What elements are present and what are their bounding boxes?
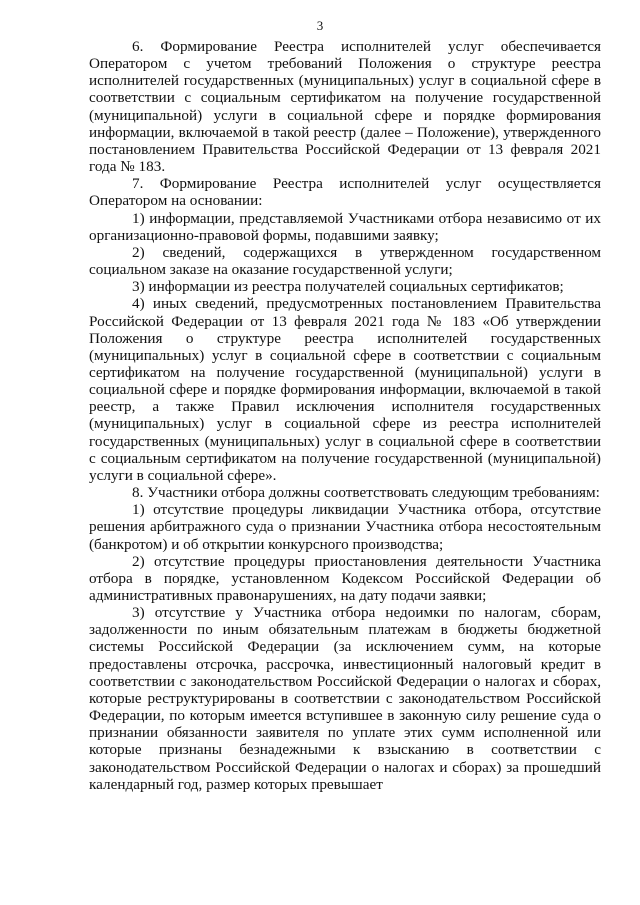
paragraph-7-item-4: 4) иных сведений, предусмотренных постановлением Правительства Российской Федерации от 13 февраля 2021 года № 183 «Об утверждении Положения о структуре реестра исполнителей государственных (муниципальных) услуг в социальной сфере в соответствии с социальным сертификатом на получение государственной (муниципальной) услуги в социальной сфере и порядке формирования информации, включаемой в такой реестр, а также Правил исключения исполнителя государственных (муниципальных) услуг в социальной сфере из реестра исполнителей государственных (муниципальных) услуг в социальной сфере в соответствии с социальным сертификатом на получение государственной (муниципальной) услуги в социальной сфере». (89, 295, 601, 484)
paragraph-7-item-3: 3) информации из реестра получателей социальных сертификатов; (132, 278, 564, 296)
paragraph-8: 8. Участники отбора должны соответствовать следующим требованиям: (132, 484, 600, 502)
paragraph-8-item-3: 3) отсутствие у Участника отбора недоимки по налогам, сборам, задолженности по иным обязательным платежам в бюджеты бюджетной системы Российской Федерации (за исключением сумм, на которые предоставлены отсрочка, рассрочка, инвестиционный налоговый кредит в соответствии с законодательством Российской Федерации о налогах и сборах, которые реструктурированы в соответствии с законодательством Российской Федерации, по которым имеется вступившее в законную силу решение суда о признании обязанности заявителя по уплате этих сумм исполненной или которые признаны безнадежными к взысканию в соответствии с законодательством Российской Федерации о налогах и сборах) за прошедший календарный год, размер которых превышает (89, 604, 601, 793)
paragraph-6: 6. Формирование Реестра исполнителей услуг обеспечивается Оператором с учетом требований Положения о структуре реестра исполнителей государственных (муниципальных) услуг в социальной сфере в соответствии с социальным сертификатом на получение государственной (муниципальной) услуги в социальной сфере и порядке формирования информации, включаемой в такой реестр (далее – Положение), утвержденного постановлением Правительства Российской Федерации от 13 февраля 2021 года № 183. (89, 38, 601, 176)
paragraph-8-item-1: 1) отсутствие процедуры ликвидации Участника отбора, отсутствие решения арбитражного суда о признании Участника отбора несостоятельным (банкротом) и об открытии конкурсного производства; (89, 501, 601, 553)
paragraph-7: 7. Формирование Реестра исполнителей услуг осуществляется Оператором на основании: (89, 175, 601, 210)
page-number: 3 (316, 18, 324, 33)
paragraph-8-item-2: 2) отсутствие процедуры приостановления деятельности Участника отбора в порядке, установленном Кодексом Российской Федерации об административных правонарушениях, на дату подачи заявки; (89, 552, 601, 604)
document-body (89, 38, 601, 793)
paragraph-7-item-1: 1) информации, представляемой Участниками отбора независимо от их организационно-правовой формы, подавшими заявку; (89, 209, 601, 244)
paragraph-7-item-2: 2) сведений, содержащихся в утвержденном государственном социальном заказе на оказание государственной услуги; (89, 243, 601, 279)
